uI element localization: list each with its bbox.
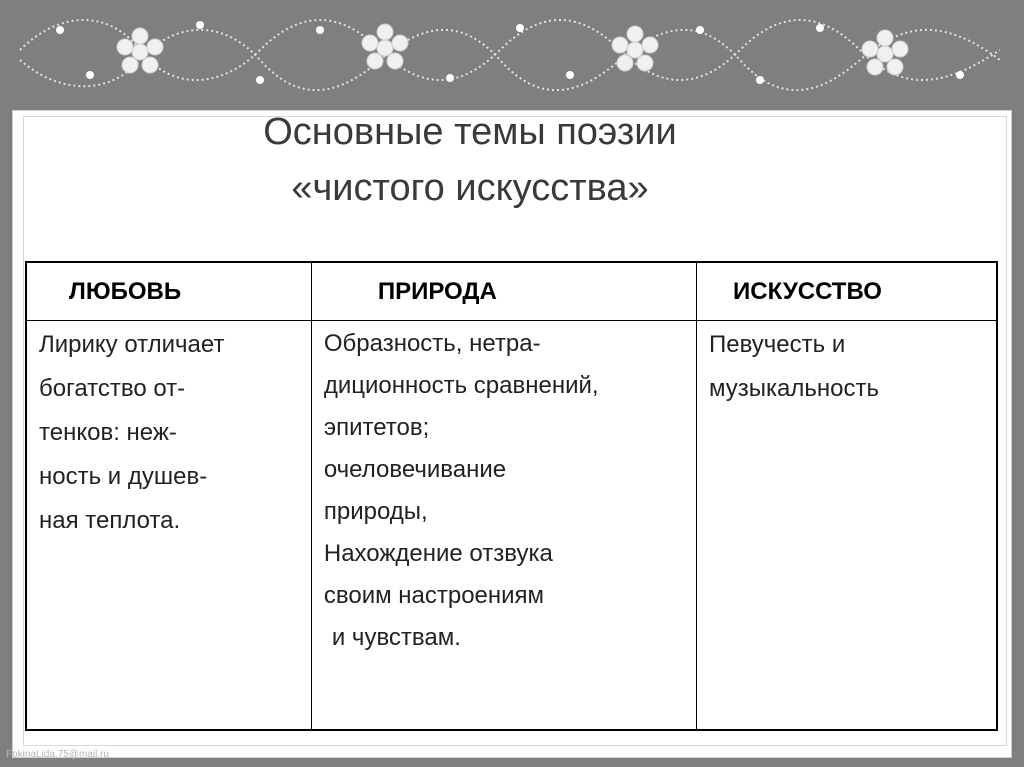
text-line: богатство от- [39,375,186,402]
text-line: диционность сравнений, [323,372,599,399]
ornament-border [0,0,1024,100]
header-love: ЛЮБОВЬ [26,262,311,321]
flower-ornament-icon [362,24,408,69]
text-line: тенков: неж- [39,419,177,446]
text-line: ная теплота. [39,507,181,534]
header-nature: ПРИРОДА [311,262,696,321]
themes-table [25,261,998,731]
text-line: ность и душев- [39,463,208,490]
text-line: своим настроениям [323,582,545,609]
slide-title [160,104,780,216]
text-line: Нахождение отзвука [323,540,553,567]
cell-nature [311,321,696,731]
flower-ornament-icon [862,30,908,75]
text-line: природы, [323,498,428,525]
title-line-2: «чистого искусства» [291,167,649,209]
text-line: Лирику отличает [39,331,225,358]
table-row [26,321,997,731]
text-line: эпитетов; [323,414,430,441]
title-line-1: Основные темы поэзии [263,111,677,153]
header-art: ИСКУССТВО [696,262,997,321]
text-line: очеловечивание [323,456,507,483]
table-header-row [26,262,997,321]
text-line: и чувствам. [331,624,461,651]
cell-art [696,321,997,731]
cell-love [26,321,311,731]
text-line: музыкальность [708,375,879,402]
text-line: Образность, нетра- [323,330,541,357]
author-watermark: FokinaLida.75@mail.ru [6,749,109,760]
text-line: Певучесть и [708,331,846,358]
